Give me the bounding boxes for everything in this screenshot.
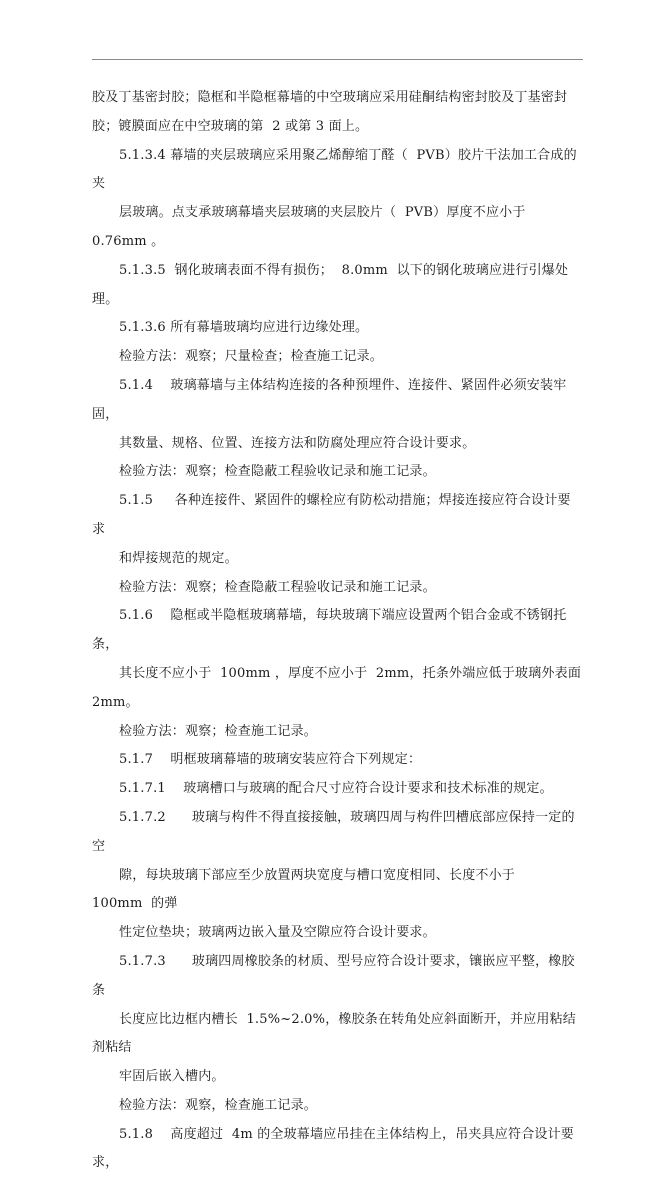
paragraph-line: 和焊接规范的规定。	[119, 550, 238, 566]
document-body	[92, 84, 590, 1178]
paragraph-line: 性定位垫块；玻璃两边嵌入量及空隙应符合设计要求。	[119, 925, 436, 941]
paragraph-line: 5.1.4 玻璃幕墙与主体结构连接的各种预埋件、连接件、紧固件必须安装牢固，	[92, 377, 567, 422]
paragraph-line: 5.1.6 隐框或半隐框玻璃幕墙，每块玻璃下端应设置两个铝合金或不锈钢托条，	[92, 608, 567, 653]
paragraph-line: 其数量、规格、位置、连接方法和防腐处理应符合设计要求。	[119, 435, 476, 451]
paragraph-line: 检验方法：观察，检查施工记录。	[119, 1097, 318, 1113]
paragraph-line: 长度应比边框内槽长 1.5%~2.0%，橡胶条在转角处应斜面断开，并应用粘结剂粘结	[92, 1011, 577, 1056]
paragraph-line: 隙，每块玻璃下部应至少放置两块宽度与槽口宽度相同、长度不小于 100mm 的弹	[92, 867, 533, 912]
paragraph-p6	[92, 372, 582, 458]
paragraph-line: 检验方法：观察；检查隐蔽工程验收记录和施工记录。	[119, 579, 436, 595]
paragraph-line: 5.1.7.1 玻璃槽口与玻璃的配合尺寸应符合设计要求和技术标准的规定。	[119, 781, 553, 797]
paragraph-line: 检验方法：观察；尺量检查；检查施工记录。	[119, 349, 384, 365]
paragraph-p13	[92, 775, 582, 804]
paragraph-p2	[92, 142, 582, 257]
paragraph-line: 5.1.7 明框玻璃幕墙的玻璃安装应符合下列规定：	[119, 752, 422, 768]
paragraph-p16	[92, 1092, 582, 1121]
header-rule	[92, 59, 583, 60]
paragraph-p11	[92, 718, 582, 747]
paragraph-line: 5.1.5 各种连接件、紧固件的螺栓应有防松动措施；焊接连接应符合设计要求	[92, 493, 571, 537]
paragraph-line: 胶及丁基密封胶；隐框和半隐框幕墙的中空玻璃应采用硅酮结构密封胶及丁基密封	[92, 90, 568, 105]
paragraph-line: 5.1.3.5 钢化玻璃表面不得有损伤； 8.0mm 以下的钢化玻璃应进行引爆处理。	[92, 262, 569, 307]
paragraph-p9	[92, 574, 582, 603]
paragraph-p1	[92, 84, 582, 142]
paragraph-line: 层玻璃。点支承玻璃幕墙夹层玻璃的夹层胶片（ PVB）厚度不应小于 0.76mm 。	[92, 205, 530, 249]
paragraph-p15	[92, 948, 582, 1092]
paragraph-p8	[92, 487, 582, 573]
paragraph-p7	[92, 458, 582, 487]
paragraph-line: 5.1.7.3 玻璃四周橡胶条的材质、型号应符合设计要求，镶嵌应平整，橡胶条	[92, 953, 575, 998]
paragraph-p10	[92, 602, 590, 717]
paragraph-line: 牢固后嵌入槽内。	[119, 1069, 225, 1085]
paragraph-p3	[92, 257, 582, 315]
paragraph-line: 5.1.3.6 所有幕墙玻璃均应进行边缘处理。	[119, 320, 369, 336]
paragraph-p5	[92, 343, 582, 372]
paragraph-line: 5.1.3.4 幕墙的夹层玻璃应采用聚乙烯醇缩丁醛（ PVB）胶片干法加工合成的夹	[92, 147, 577, 192]
paragraph-p17	[92, 1121, 582, 1178]
paragraph-line: 检验方法：观察；检查施工记录。	[119, 723, 318, 739]
paragraph-line: 胶；镀膜面应在中空玻璃的第 2 或第 3 面上。	[92, 118, 369, 134]
paragraph-p4	[92, 314, 582, 343]
paragraph-line: 5.1.8 高度超过 4m 的全玻幕墙应吊挂在主体结构上，吊夹具应符合设计要求，	[92, 1126, 575, 1171]
paragraph-line: 检验方法：观察；检查隐蔽工程验收记录和施工记录。	[119, 464, 436, 480]
paragraph-line: 5.1.7.2 玻璃与构件不得直接接触，玻璃四周与构件凹槽底部应保持一定的空	[92, 809, 575, 854]
paragraph-p12	[92, 746, 582, 775]
paragraph-p14	[92, 804, 582, 948]
paragraph-line: 其长度不应小于 100mm ，厚度不应小于 2mm，托条外端应低于玻璃外表面 2mm。	[92, 665, 590, 710]
